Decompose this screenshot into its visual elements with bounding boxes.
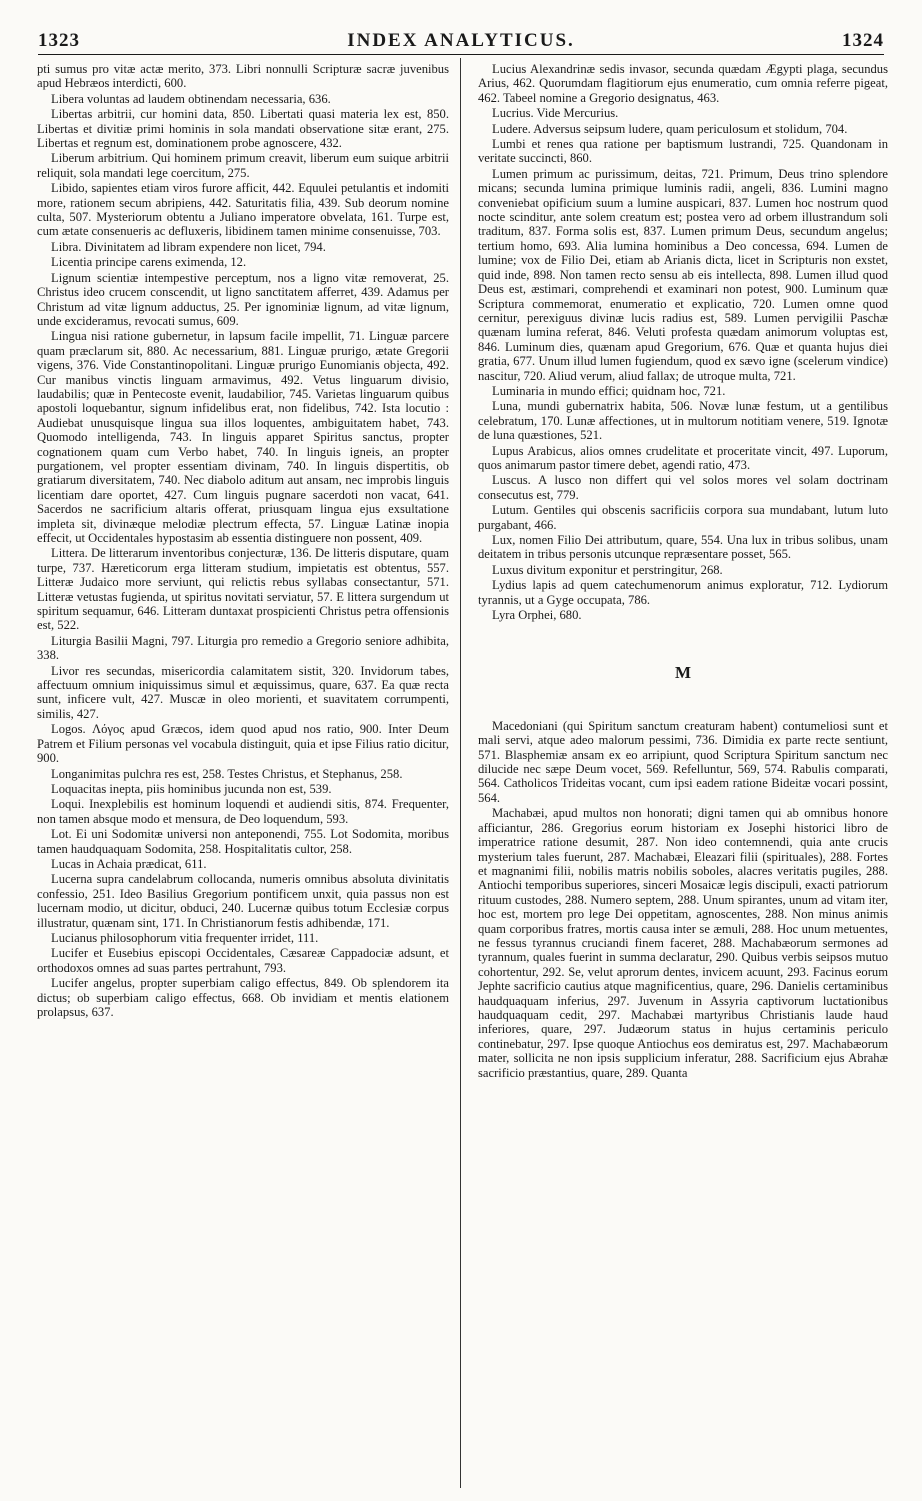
index-entry: Longanimitas pulchra res est, 258. Testes Christus, et Stephanus, 258. <box>51 766 403 781</box>
index-entry: Luxus divitum exponitur et perstringitur, 268. <box>492 562 723 577</box>
page-number-left: 1323 <box>38 30 80 51</box>
index-entry: Ludere. Adversus seipsum ludere, quam periculosum et stolidum, 704. <box>492 121 848 136</box>
index-entry: Lumen primum ac purissimum, deitas, 721. Primum, Deus trino splendore micans; secunda lumina primique luminis radii, angeli, 836. Lumini magno conveniebat opificium suum a lumine auspicari, 837. Lumen hoc nostrum quod nocte scinditur, ante solem creatum est; postea vero ad orbem illustrandum soli traditum, 837. Forma solis est, 837. Lumen primum Deus, secundum angelus; tertium homo, 693. Alia lumina hominibus a Deo concessa, 694. Lumen de lumine; vox de Filio Dei, etiam ab Arianis dicta, licet in Scripturis non exstet, quid inde, 898. Non tamen recto sensu ab eis intellecta, 898. Lumen illud quod Deus est, æstimari, comprehendi et examinari non potest, 900. Luminum quæ Scriptura commemorat, enumeratio et explicatio, 720. Lumen omne quod cernitur, perexiguus divinæ lucis radius est, 589. Lumen pervigilii Paschæ quænam lumina referat, 846. Veluti profesta quædam animorum voluptas est, 846. Luminum dies, quænam apud Gregorium, 676. Quæ et quanta hujus diei gratia, 677. Unum illud lumen fugiendum, quod ex sævo igne (scelerum vindice) nascitur, 720. Aliud verum, aliud fallax; de utroque multa, 721. <box>478 166 888 383</box>
index-entry: Libido, sapientes etiam viros furore afficit, 442. Equulei petulantis et indomiti more, rationem secum abripiens, 442. Saturitatis filia, 439. Sub deorum nomine culta, 507. Mysteriorum obtentu a Juliano imperatore obvelata, 161. Turpe est, cum ætate consenueris ac defluxeris, libidinem tamen minime consenuisse, 703. <box>37 181 449 239</box>
index-entry: Lyra Orphei, 680. <box>492 608 582 623</box>
index-entry: Liberum arbitrium. Qui hominem primum creavit, liberum eum suique arbitrii reliquit, sola mandati lege coercitum, 275. <box>37 151 449 180</box>
index-entry: Licentia principe carens eximenda, 12. <box>51 255 247 270</box>
index-entry: Machabæi, apud multos non honorati; digni tamen qui ab omnibus honore afficiantur, 286. Gregorius eorum historiam ex Josephi historici libro de imperatrice ratione desumit, 287. Non ideo contemnendi, quia ante crucis mysterium tales fuerunt, 287. Machabæi, Eleazari filii (spirituales), 288. Fortes et magnanimi filii, nobilis matris nobilis soboles, alacres veritatis pugiles, 288. Antiochi temporibus superiores, sinceri Mosaicæ legis discipuli, exacti patriorum rituum custodes, 288. Numero septem, 288. Unum spirantes, unum ad vitam iter, hoc est, mortem pro lege Dei oppetitam, agnoscentes, 288. Non minus animis quam corporibus fratres, mortis causa inter se æmuli, 288. Hoc unum metuentes, ne fessus tyrannus cruciandi finem faceret, 288. Machabæorum sermones ad tyrannum, quales fuerint in summa declaratur, 290. Quibus verbis seipsos mutuo cohortentur, 292. Se, velut aprorum dentes, invicem acuunt, 293. Facinus eorum Jephte sacrificio cautius atque magnificentius, quare, 296. Danielis certaminibus haudquaquam inferius, 297. Juvenum in Assyria captivorum luctationibus haudquaquam cedit, 297. Machabæi martyribus Christianis laude haud inferiores, quare, 297. Judæorum status in hujus certaminis periculo continebatur, 297. Ipse quoque Antiochus eos demiratus est, 297. Machabæorum mater, sollicita ne non ipsis supplicium inferatur, 288. Sacrificium ejus Abrahæ sacrificio præstantius, quare, 289. Quanta <box>478 806 888 1080</box>
index-entry: Littera. De litterarum inventoribus conjecturæ, 136. De litteris disputare, quam turpe, 737. Hæreticorum erga litteram studium, impietatis est obtentus, 557. Litteræ Judaico more serviunt, qui relictis rebus syllabas consectantur, 571. Litteræ vetustas fugienda, ut spiritus novitati serviatur, 57. E littera surgendum ut spiritum sequamur, 646. Litteram duntaxat prospicienti Christus petra offensionis est, 522. <box>37 546 449 633</box>
page-header <box>38 28 884 55</box>
index-entry: Libertas arbitrii, cur homini data, 850. Libertati quasi materia lex est, 850. Libertas et divitiæ primi hominis in sola mandati observatione sitæ erant, 275. Libertas et regnum est, dominationem probe agnoscere, 432. <box>37 107 449 151</box>
page-number-right: 1324 <box>841 30 884 51</box>
index-entry: Liturgia Basilii Magni, 797. Liturgia pro remedio a Gregorio seniore adhibita, 338. <box>37 633 449 663</box>
index-entry: Lutum. Gentiles qui obscenis sacrificiis corpora sua mundabant, lutum luto purgabant, 466. <box>478 503 888 532</box>
index-entry: Lucius Alexandrinæ sedis invasor, secunda quædam Ægypti plaga, secundus Arius, 462. Quorumdam flagitiorum ejus enumeratio, cum omnia referre pigeat, 462. Tabeel nomine a Gregorio designatus, 463. <box>478 62 888 105</box>
index-entry: Luminaria in mundo effici; quidnam hoc, 721. <box>492 383 726 398</box>
index-entry: Libra. Divinitatem ad libram expendere non licet, 794. <box>51 239 326 254</box>
index-entry: Luna, mundi gubernatrix habita, 506. Novæ lunæ festum, ut a gentilibus celebratum, 170. Lunæ affectiones, ut in multorum notitiam venere, 519. Ignotæ de luna quæstiones, 521. <box>478 399 888 443</box>
index-entry: Loqui. Inexplebilis est hominum loquendi et audiendi sitis, 874. Frequenter, non tamen absque modo et mensura, de Deo loquendum, 593. <box>37 797 449 826</box>
index-entry: Lingua nisi ratione gubernetur, in lapsum facile impellit, 71. Linguæ parcere quam præclarum sit, 880. Ac necessarium, 881. Linguæ prurigo, ætate Gregorii vigens, 376. Vide Constantinopolitani. Linguæ prurigo Eunomianis objecta, 492. Cur manibus vinctis linguam armavimus, 492. Vetus linguarum divisio, laudabilis; quæ in Pentecoste evenit, laudabilior, 745. Varietas linguarum quibus apostoli loquebantur, signum infidelibus erat, non fidelibus, 742. Ista locutio : Audiebat unusquisque lingua sua illos loquentes, ambiguitatem habet, 743. Quomodo intelligenda, 743. In linguis apparet Spiritus sanctus, propter cognationem quam cum Verbo habet, 740. In linguis igneis, an propter purgationem, vel propter essentiam divinam, 740. In linguis dispertitis, ob gratiarum diversitatem, 740. Nec diabolo aditum aut ansam, nec improbis linguis licentiam dare oportet, 427. Cum linguis pugnare sacerdoti non vacat, 641. Sacerdos ne sacrificium altaris offerat, priusquam lingua ejus exsultatione impleta sit, divinæque melodiæ plectrum effecta, 57. Linguæ Latinæ inopia effecit, ut Occidentales hypostasim ab essentia distinguere non possent, 409. <box>37 329 449 545</box>
index-entry: Lignum scientiæ intempestive perceptum, nos a ligno vitæ removerat, 25. Christus ideo crucem conscendit, ut ligno sanctitatem afferret, 439. Adamus per Christum ad vitæ lignum adductus, 25. Per ignominiæ lignum, ad vitæ lignum, unde excideramus, revocati sumus, 609. <box>37 270 449 328</box>
index-entry: Macedoniani (qui Spiritum sanctum creaturam habent) contumeliosi sunt et mali servi, atque adeo malorum pessimi, 736. Dimidia ex parte recte sentiunt, 571. Blasphemiæ ansam ex eo arripiunt, quod Scriptura Spiritum sanctum nec dilucide nec sæpe Deum vocet, 569. Refelluntur, 569, 574. Rabulis comparati, 564. Catholicos Trideitas vocant, cum ipsi eadem ratione Bideitæ vocari possint, 564. <box>478 718 888 805</box>
index-entry: pti sumus pro vitæ actæ merito, 373. Libri nonnulli Scripturæ sacræ juvenibus apud Hebræos interdicti, 600. <box>37 62 449 91</box>
index-entry: Lucianus philosophorum vitia frequenter irridet, 111. <box>51 930 319 945</box>
index-entry: Lupus Arabicus, alios omnes crudelitate et proceritate vincit, 497. Luporum, quos animarum pastor timere debet, agendi ratio, 473. <box>478 443 888 472</box>
index-entry: Lydius lapis ad quem catechumenorum animus exploratur, 712. Lydiorum tyrannis, ut a Gyge occupata, 786. <box>478 578 888 607</box>
index-entry: Luscus. A lusco non differt qui vel solos mores vel solam doctrinam consecutus est, 779. <box>478 473 888 502</box>
index-entry: Loquacitas inepta, piis hominibus jucunda non est, 539. <box>51 781 332 796</box>
index-entry: Lucifer et Eusebius episcopi Occidentales, Cæsareæ Cappadociæ adsunt, et orthodoxos omnes ad suas partes pertrahunt, 793. <box>37 946 449 975</box>
running-title: INDEX ANALYTICUS. <box>347 30 575 51</box>
index-entry: Livor res secundas, misericordia calamitatem sistit, 320. Invidorum tabes, affectuum omnium iniquissimus simul et æquissimus, quare, 637. Ea quæ recta sunt, inficere vult, 427. Muscæ in oleo morienti, et suavitatem corrumpenti, similis, 427. <box>37 663 449 721</box>
index-entry: Lucerna supra candelabrum collocanda, numeris omnibus absoluta divinitatis confessio, 251. Ideo Basilius Gregorium pontificem unxit, quia passus non est lucernam modio, ut dicitur, obduci, 240. Lucernæ quibus totum Ecclesiæ corpus illustratur, quænam sint, 171. In Christianorum festis adhibendæ, 171. <box>37 872 449 930</box>
index-entry: Lucifer angelus, propter superbiam caligo effectus, 849. Ob splendorem ita dictus; ob superbiam caligo effectus, 668. Ob invidiam et mentis elationem prolapsus, 637. <box>37 976 449 1019</box>
index-entry: Lumbi et renes qua ratione per baptismum lustrandi, 725. Quandonam in veritate succincti, 860. <box>478 137 888 166</box>
index-entry: Lucas in Achaia prædicat, 611. <box>51 856 207 871</box>
right-column <box>478 62 888 1080</box>
index-entry: Logos. Λόγος apud Græcos, idem quod apud nos ratio, 900. Inter Deum Patrem et Filium personas vel vocabula distinguit, quia et ipse Filius ratio dicitur, 900. <box>37 722 449 766</box>
section-letter-heading: M <box>674 663 692 683</box>
index-entry: Lot. Ei uni Sodomitæ universi non anteponendi, 755. Lot Sodomita, moribus tamen haudquaquam Sodomita, 258. Hospitalitatis cultor, 258. <box>37 827 449 856</box>
index-entry: Libera voluntas ad laudem obtinendam necessaria, 636. <box>51 91 331 106</box>
index-entry: Lux, nomen Filio Dei attributum, quare, 554. Una lux in tribus solibus, unam deitatem in tribus personis utcunque repræsentare posset, 565. <box>478 533 888 562</box>
index-entry: Lucrius. Vide Mercurius. <box>492 106 619 121</box>
left-column <box>37 62 449 1019</box>
column-divider <box>460 58 461 1488</box>
